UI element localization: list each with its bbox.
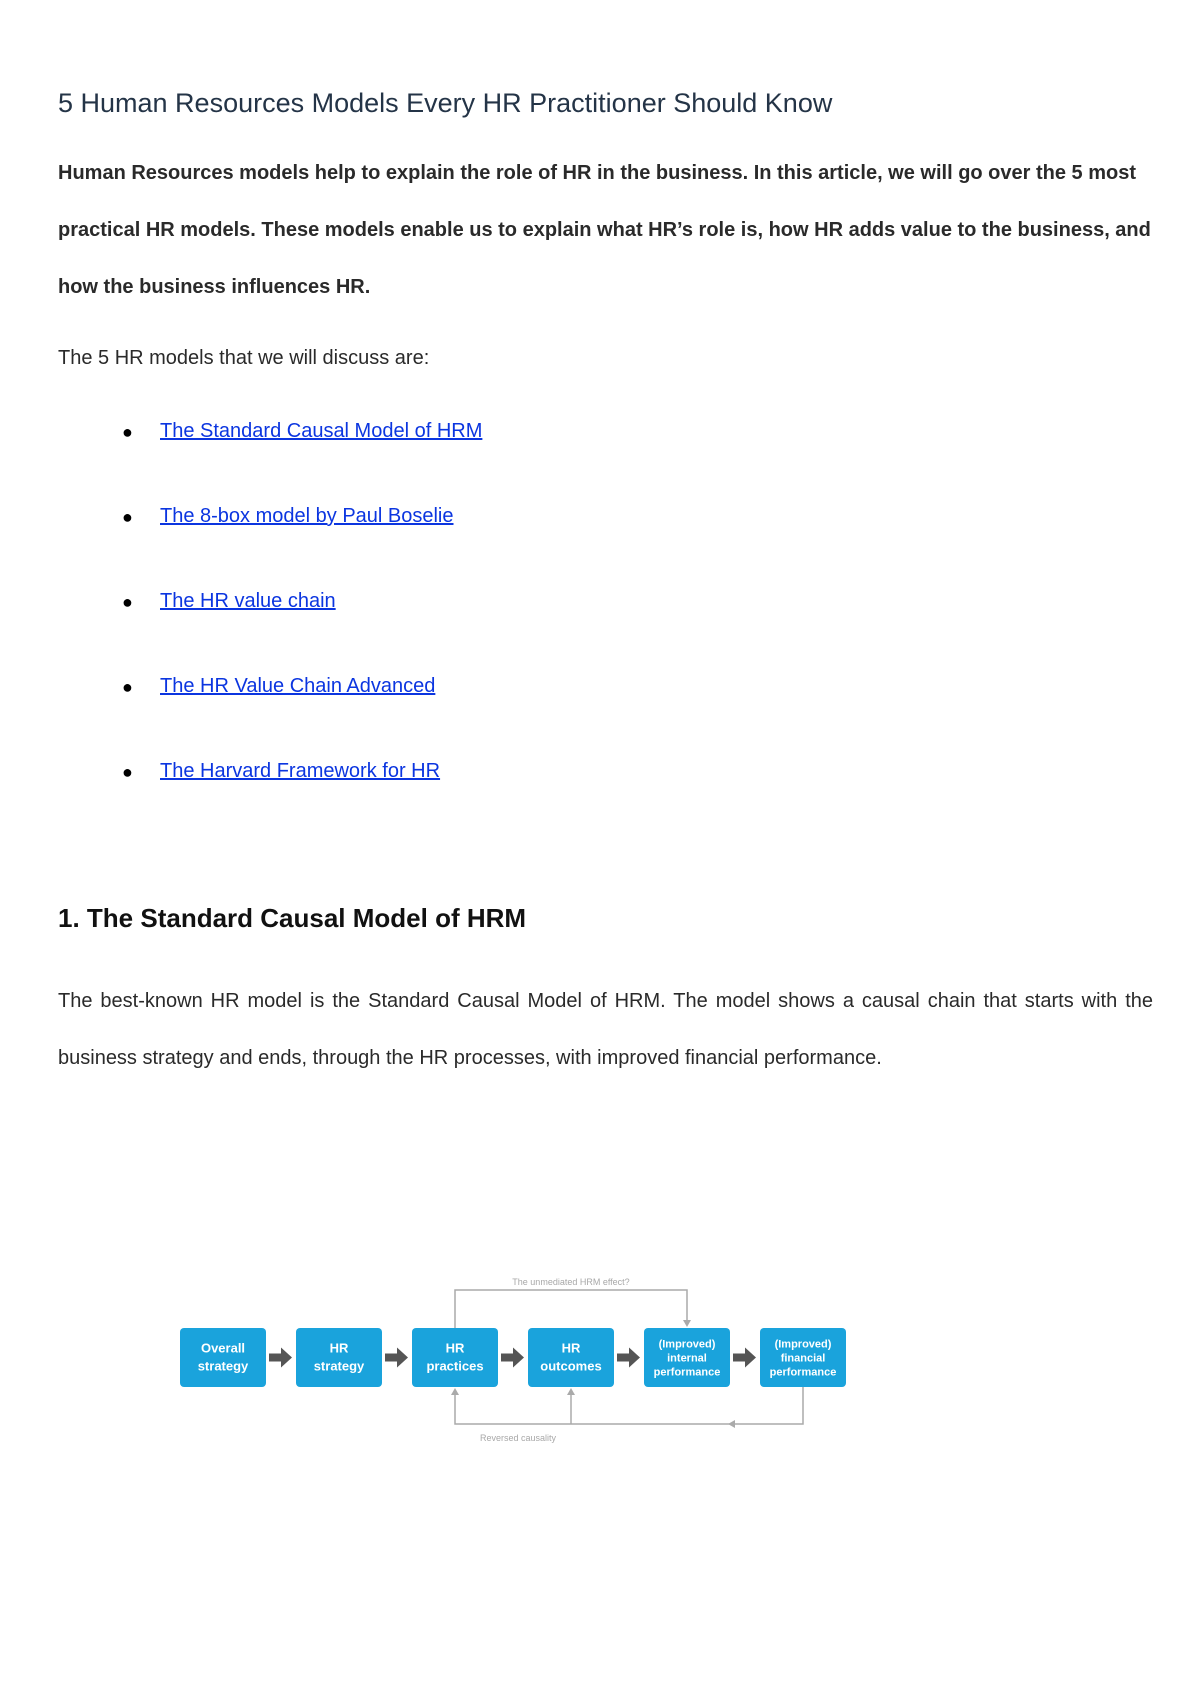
model-box-label: HR (329, 1340, 349, 1356)
reversed-causality-label: Reversed causality (479, 1433, 557, 1443)
unmediated-effect-line (455, 1290, 687, 1328)
unmediated-effect-arrowhead (683, 1320, 691, 1327)
bullet-icon: ● (122, 592, 133, 612)
unmediated-effect-label: The unmediated HRM effect? (512, 1277, 630, 1287)
link-harvard-framework[interactable]: The Harvard Framework for HR (160, 760, 441, 782)
reversed-arrowhead-practices (451, 1388, 459, 1395)
model-box-label: performance (769, 1366, 837, 1379)
model-box-label: Overall (200, 1340, 246, 1356)
section-title: 1. The Standard Causal Model of HRM (58, 903, 527, 933)
chain-arrow (501, 1348, 524, 1368)
model-box-label: strategy (197, 1358, 249, 1374)
model-box-label: outcomes (540, 1358, 602, 1374)
model-box-label: practices (426, 1358, 484, 1374)
bullet-icon: ● (122, 422, 133, 442)
link-standard-causal-model[interactable]: The Standard Causal Model of HRM (160, 420, 483, 442)
model-box (412, 1328, 498, 1387)
model-box-label: (Improved) (774, 1338, 832, 1351)
model-box (528, 1328, 614, 1387)
document-title: 5 Human Resources Models Every HR Practitioner Should Know (58, 88, 833, 118)
chain-arrow (617, 1348, 640, 1368)
link-8-box-model[interactable]: The 8-box model by Paul Boselie (160, 505, 454, 527)
section-body: The best-known HR model is the Standard Causal Model of HRM. The model shows a causal chain that starts with the business strategy and ends, through the HR processes, with improved financial performance. (58, 990, 1153, 1069)
chain-arrow (385, 1348, 408, 1368)
reversed-causality-line (455, 1387, 803, 1424)
reversed-arrowhead-mid (728, 1420, 735, 1428)
link-hr-value-chain[interactable]: The HR value chain (160, 590, 336, 612)
bullet-icon: ● (122, 677, 133, 697)
reversed-arrowhead-outcomes (567, 1388, 575, 1395)
model-box-label: financial (780, 1352, 826, 1365)
model-box-label: (Improved) (658, 1338, 716, 1351)
bullet-icon: ● (122, 762, 133, 782)
model-box (296, 1328, 382, 1387)
causal-model-diagram (170, 1270, 860, 1460)
bullet-icon: ● (122, 507, 133, 527)
model-box (180, 1328, 266, 1387)
models-lead-text: The 5 HR models that we will discuss are: (58, 347, 430, 369)
chain-arrow (733, 1348, 756, 1368)
link-hr-value-chain-advanced[interactable]: The HR Value Chain Advanced (160, 675, 436, 697)
model-box-label: strategy (313, 1358, 365, 1374)
model-box-label: HR (445, 1340, 465, 1356)
model-box-label: internal (667, 1352, 707, 1365)
model-box-label: HR (561, 1340, 581, 1356)
chain-arrow (269, 1348, 292, 1368)
model-box-label: performance (653, 1366, 721, 1379)
intro-paragraph: Human Resources models help to explain the role of HR in the business. In this article, we will go over the 5 most practical HR models. These models enable us to explain what HR’s role is, how HR adds value to the business, and how the business influences HR. (58, 162, 1151, 298)
